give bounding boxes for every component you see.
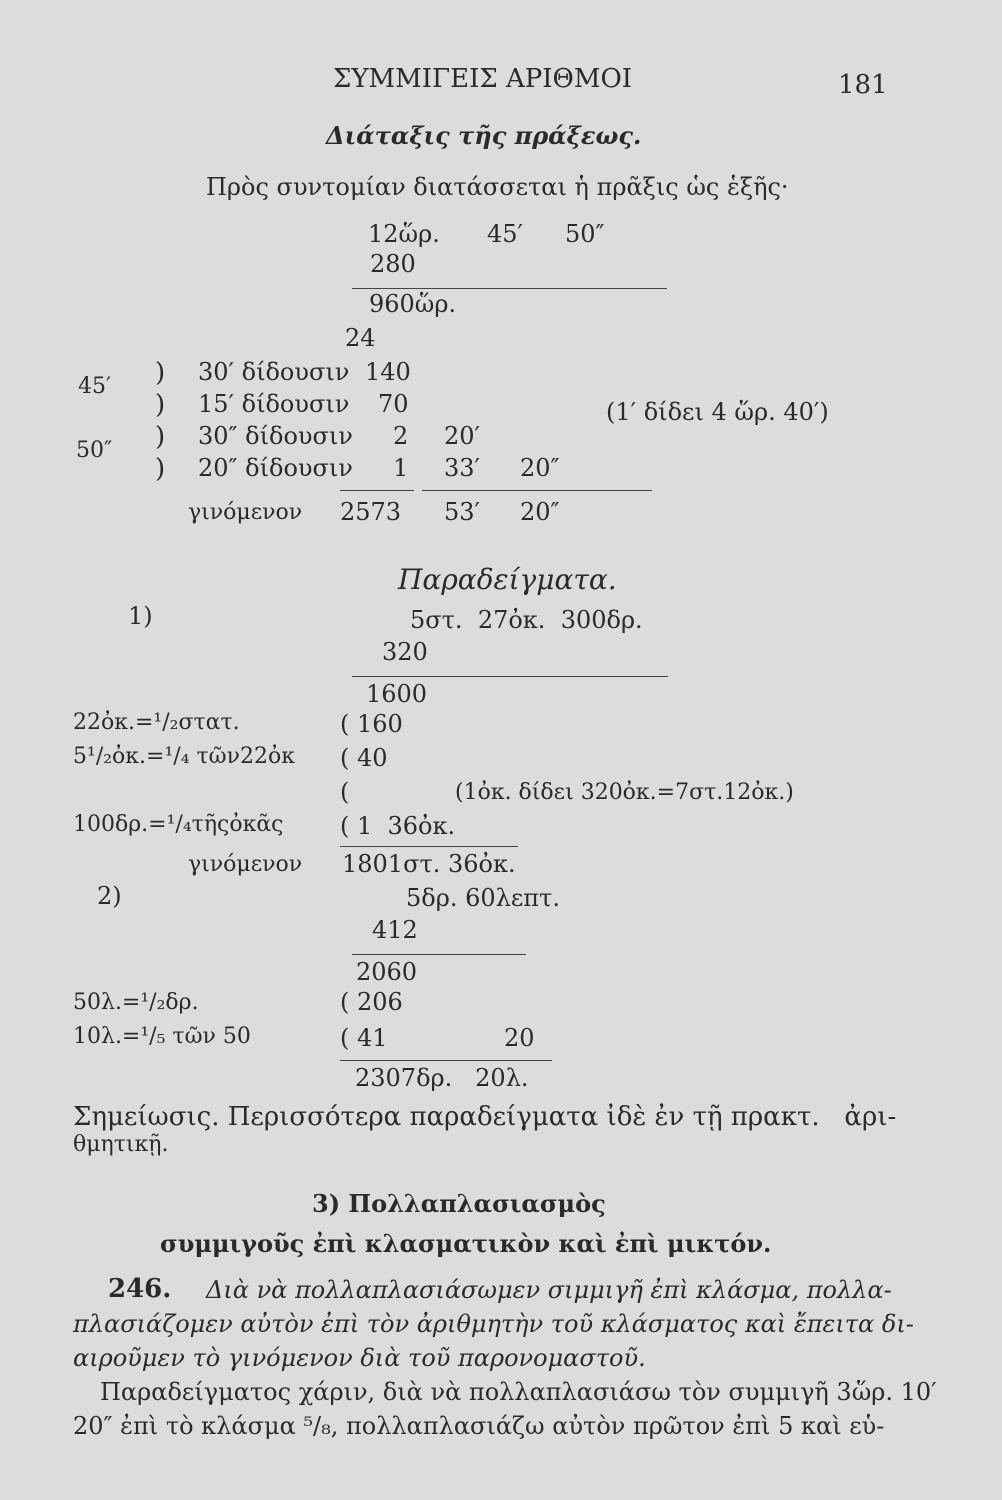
calc-line-1-label: 30′ δίδουσιν	[198, 358, 350, 386]
example-2-line-3-extra: 20	[504, 1024, 535, 1052]
example-1-result: 1801στ. 36ὀκ.	[342, 850, 516, 878]
example-2-multiplier: 412	[372, 916, 418, 944]
paragraph-line-2: πλασιάζομεν αὐτὸν ἐπὶ τὸν ἀριθμητὴν τοῦ κλάσματος καὶ ἔπειτα δι-	[73, 1310, 914, 1338]
example-1-result-label: γινόμενον	[188, 852, 303, 877]
group-label-45: 45′	[78, 374, 111, 399]
calc-result-seconds: 20″	[520, 498, 560, 526]
section-3-heading-line-2: συμμιγοῦς ἐπὶ κλασματικὸν καὶ ἐπὶ μικτόν.	[160, 1229, 772, 1258]
calc-line-4-c: 20″	[520, 454, 560, 482]
example-1-line-1: 1600	[366, 680, 428, 708]
example-1-multiplier: 320	[382, 638, 428, 666]
calc-line-4-a: 1	[393, 454, 409, 482]
example-2-rule-2	[340, 1060, 552, 1061]
example-1-row1: 5στ. 27ὀκ. 300δρ.	[410, 606, 643, 634]
calc-line-4-label: 20″ δίδουσιν	[198, 454, 353, 482]
example-2-line-1: 2060	[356, 958, 418, 986]
paragraph-2-line-2: 20″ ἐπὶ τὸ κλάσμα ⁵/₈, πολλαπλασιάζω αὐτὸν πρῶτον ἐπὶ 5 καὶ εὑ-	[73, 1412, 885, 1440]
calc-carry: 24	[345, 324, 376, 352]
example-2-line-2-label: 50λ.=¹/₂δρ.	[73, 990, 199, 1015]
intro-text: Πρὸς συντομίαν διατάσσεται ἡ πρᾶξις ὡς ἑξῆς·	[206, 173, 789, 201]
section-heading: Διάταξις τῆς πράξεως.	[326, 121, 642, 150]
paragraph-line-1: Διὰ νὰ πολλαπλασιάσωμεν σιμμιγῆ ἐπὶ κλάσμα, πολλα-	[206, 1276, 892, 1304]
calc-line-3-label: 30″ δίδουσιν	[198, 422, 353, 450]
calc-line-3-a: 2	[393, 422, 409, 450]
example-2-line-2-value: ( 206	[340, 988, 403, 1016]
brace-4: )	[155, 454, 166, 484]
calc-side-note: (1′ δίδει 4 ὥρ. 40′)	[606, 398, 829, 426]
calc-line-1-a: 140	[365, 358, 411, 386]
brace-1: )	[155, 358, 166, 388]
example-1-line-3-label: 5¹/₂ὀκ.=¹/₄ τῶν22ὀκ	[73, 744, 295, 769]
calc-rule-2b	[422, 490, 652, 491]
calc-row1-hours: 12ὥρ.	[368, 220, 440, 248]
example-1-line-5-value: ( 1 36ὀκ.	[340, 812, 456, 840]
calc-result-hours: 2573	[340, 498, 402, 526]
example-1-rule-2	[340, 846, 518, 847]
calc-line-3-b: 20′	[444, 422, 480, 450]
calc-multiplier: 280	[370, 250, 416, 278]
brace-3: )	[155, 422, 166, 452]
example-2-number: 2)	[97, 882, 122, 910]
group-label-50: 50″	[76, 438, 113, 463]
calc-line-2-a: 70	[378, 390, 409, 418]
example-1-number: 1)	[128, 602, 153, 630]
example-2-line-3-label: 10λ.=¹/₅ τῶν 50	[73, 1024, 251, 1049]
calc-product: 960ὥρ.	[369, 290, 457, 318]
example-2-rule-1	[352, 954, 526, 955]
example-1-line-2-label: 22ὀκ.=¹/₂στατ.	[73, 710, 240, 735]
example-1-line-2-value: ( 160	[340, 710, 403, 738]
calc-row1-minutes: 45′	[487, 220, 523, 248]
section-3-heading-line-1: 3) Πολλαπλασιασμὸς	[312, 1189, 606, 1218]
paragraph-number: 246.	[108, 1274, 172, 1304]
calc-rule-1	[352, 288, 667, 289]
calc-result-label: γινόμενον	[188, 500, 303, 525]
example-1-rule-1	[352, 676, 668, 677]
paragraph-2-line-1: Παραδείγματος χάριν, διὰ νὰ πολλαπλασιάσω τὸν συμμιγῆ 3ὥρ. 10′	[100, 1378, 937, 1406]
calc-row1-seconds: 50″	[565, 220, 605, 248]
example-2-row1: 5δρ. 60λεπτ.	[406, 884, 560, 912]
calc-rule-2a	[340, 490, 414, 491]
calc-line-4-b: 33′	[444, 454, 480, 482]
calc-result-minutes: 53′	[444, 498, 480, 526]
calc-line-2-label: 15′ δίδουσιν	[198, 390, 350, 418]
brace-2: )	[155, 390, 166, 420]
example-2-line-3-value: ( 41	[340, 1024, 388, 1052]
examples-heading: Παραδείγματα.	[398, 563, 617, 596]
running-header-title: ΣΥΜΜΙΓΕΙΣ ΑΡΙΘΜΟΙ	[333, 64, 633, 94]
paragraph-line-3: αιροῦμεν τὸ γινόμενον διὰ τοῦ παρονομαστοῦ.	[73, 1344, 646, 1372]
example-1-line-5-label: 100δρ.=¹/₄τῆςὀκᾶς	[73, 812, 284, 837]
page-number: 181	[838, 70, 888, 100]
note-line-1: Σημείωσις. Περισσότερα παραδείγματα ἰδὲ ἐν τῇ πρακτ. ἀρι-	[73, 1102, 897, 1132]
example-1-line-3-value: ( 40	[340, 744, 388, 772]
note-line-2: θμητικῇ.	[73, 1132, 169, 1157]
example-1-line-4-value: (	[340, 778, 350, 806]
example-1-side-note: (1ὀκ. δίδει 320ὀκ.=7στ.12ὀκ.)	[455, 780, 794, 805]
example-2-result: 2307δρ. 20λ.	[355, 1064, 529, 1092]
